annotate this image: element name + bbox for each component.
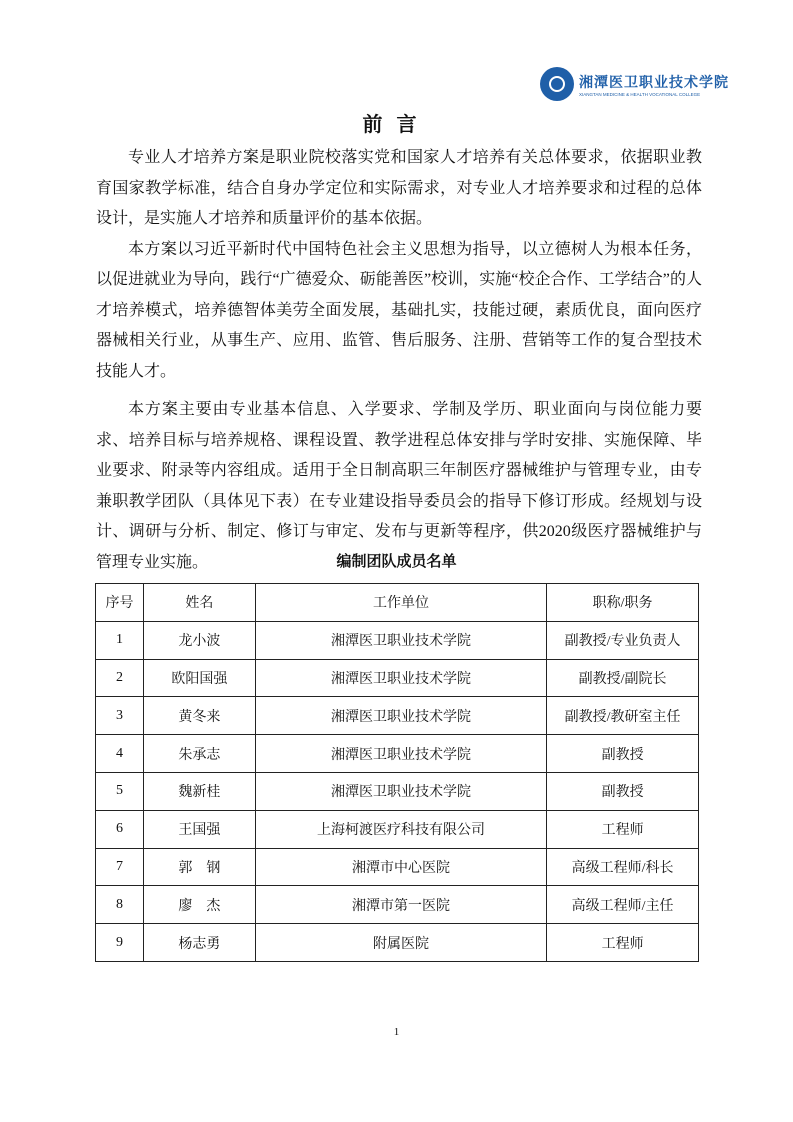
table-cell: 9 (96, 924, 144, 962)
table-header-row (96, 584, 699, 622)
table-cell: 1 (96, 621, 144, 659)
table-cell: 高级工程师/科长 (547, 848, 699, 886)
table-cell: 湘潭医卫职业技术学院 (255, 621, 546, 659)
table-row (96, 848, 699, 886)
table-cell: 魏新桂 (143, 772, 255, 810)
paragraph: 本方案主要由专业基本信息、入学要求、学制及学历、职业面向与岗位能力要求、培养目标与培养规格、课程设置、教学进程总体安排与学时安排、实施保障、毕业要求、附录等内容组成。适用于全日制高职三年制医疗器械维护与管理专业，由专兼职教学团队（具体见下表）在专业建设指导委员会的指导下修订形成。经规划与设计、调研与分析、制定、修订与审定、发布与更新等程序，供2020级医疗器械维护与管理专业实施。 (96, 401, 702, 571)
table-cell: 黄冬来 (143, 697, 255, 735)
table-row (96, 659, 699, 697)
table-cell: 6 (96, 810, 144, 848)
table-cell: 朱承志 (143, 735, 255, 773)
table-row (96, 810, 699, 848)
table-cell: 欧阳国强 (143, 659, 255, 697)
table-row (96, 621, 699, 659)
logo-name-cn: 湘潭医卫职业技术学院 (579, 75, 729, 91)
table-cell: 副教授 (547, 735, 699, 773)
paragraph: 专业人才培养方案是职业院校落实党和国家人才培养有关总体要求，依据职业教育国家教学标准，结合自身办学定位和实际需求，对专业人才培养要求和过程的总体设计，是实施人才培养和质量评价的基本依据。 (96, 149, 702, 227)
table-cell: 工程师 (547, 924, 699, 962)
table-row (96, 735, 699, 773)
table-row (96, 886, 699, 924)
table-row (96, 924, 699, 962)
header-cell: 序号 (96, 584, 144, 622)
table-cell: 湘潭医卫职业技术学院 (255, 697, 546, 735)
header-cell: 职称/职务 (547, 584, 699, 622)
table-cell: 龙小波 (143, 621, 255, 659)
table-cell: 杨志勇 (143, 924, 255, 962)
table-cell: 工程师 (547, 810, 699, 848)
logo-name-en: XIANGTAN MEDICINE & HEALTH VOCATIONAL COLLEGE (579, 91, 701, 97)
table-cell: 湘潭医卫职业技术学院 (255, 659, 546, 697)
table-cell: 副教授/副院长 (547, 659, 699, 697)
paragraph: 本方案以习近平新时代中国特色社会主义思想为指导，以立德树人为根本任务，以促进就业为导向，践行“广德爱众、砺能善医”校训，实施“校企合作、工学结合”的人才培养模式，培养德智体美劳全面发展，基础扎实，技能过硬，素质优良，面向医疗器械相关行业，从事生产、应用、监管、售后服务、注册、营销等工作的复合型技术技能人才。 (96, 240, 702, 380)
table-cell: 湘潭市第一医院 (255, 886, 546, 924)
table-cell: 湘潭医卫职业技术学院 (255, 772, 546, 810)
college-logo (540, 64, 729, 104)
table-row (96, 697, 699, 735)
table-row (96, 772, 699, 810)
header-cell: 工作单位 (255, 584, 546, 622)
preface-body (96, 143, 702, 578)
table-cell: 王国强 (143, 810, 255, 848)
table-caption: 编制团队成员名单 (336, 552, 457, 570)
table-cell: 郭 钢 (143, 848, 255, 886)
college-seal-icon (540, 67, 574, 101)
table-cell: 副教授 (547, 772, 699, 810)
table-cell: 附属医院 (255, 924, 546, 962)
table-cell: 副教授/教研室主任 (547, 697, 699, 735)
header-cell: 姓名 (143, 584, 255, 622)
table-cell: 4 (96, 735, 144, 773)
table-cell: 5 (96, 772, 144, 810)
table-cell: 湘潭医卫职业技术学院 (255, 735, 546, 773)
table-cell: 2 (96, 659, 144, 697)
table-cell: 副教授/专业负责人 (547, 621, 699, 659)
table-cell: 廖 杰 (143, 886, 255, 924)
table-cell: 上海柯渡医疗科技有限公司 (255, 810, 546, 848)
team-table (95, 583, 699, 962)
table-cell: 7 (96, 848, 144, 886)
table-cell: 3 (96, 697, 144, 735)
table-cell: 湘潭市中心医院 (255, 848, 546, 886)
page-title: 前言 (362, 112, 431, 136)
table-cell: 8 (96, 886, 144, 924)
page-number: 1 (393, 1026, 400, 1038)
table-cell: 高级工程师/主任 (547, 886, 699, 924)
